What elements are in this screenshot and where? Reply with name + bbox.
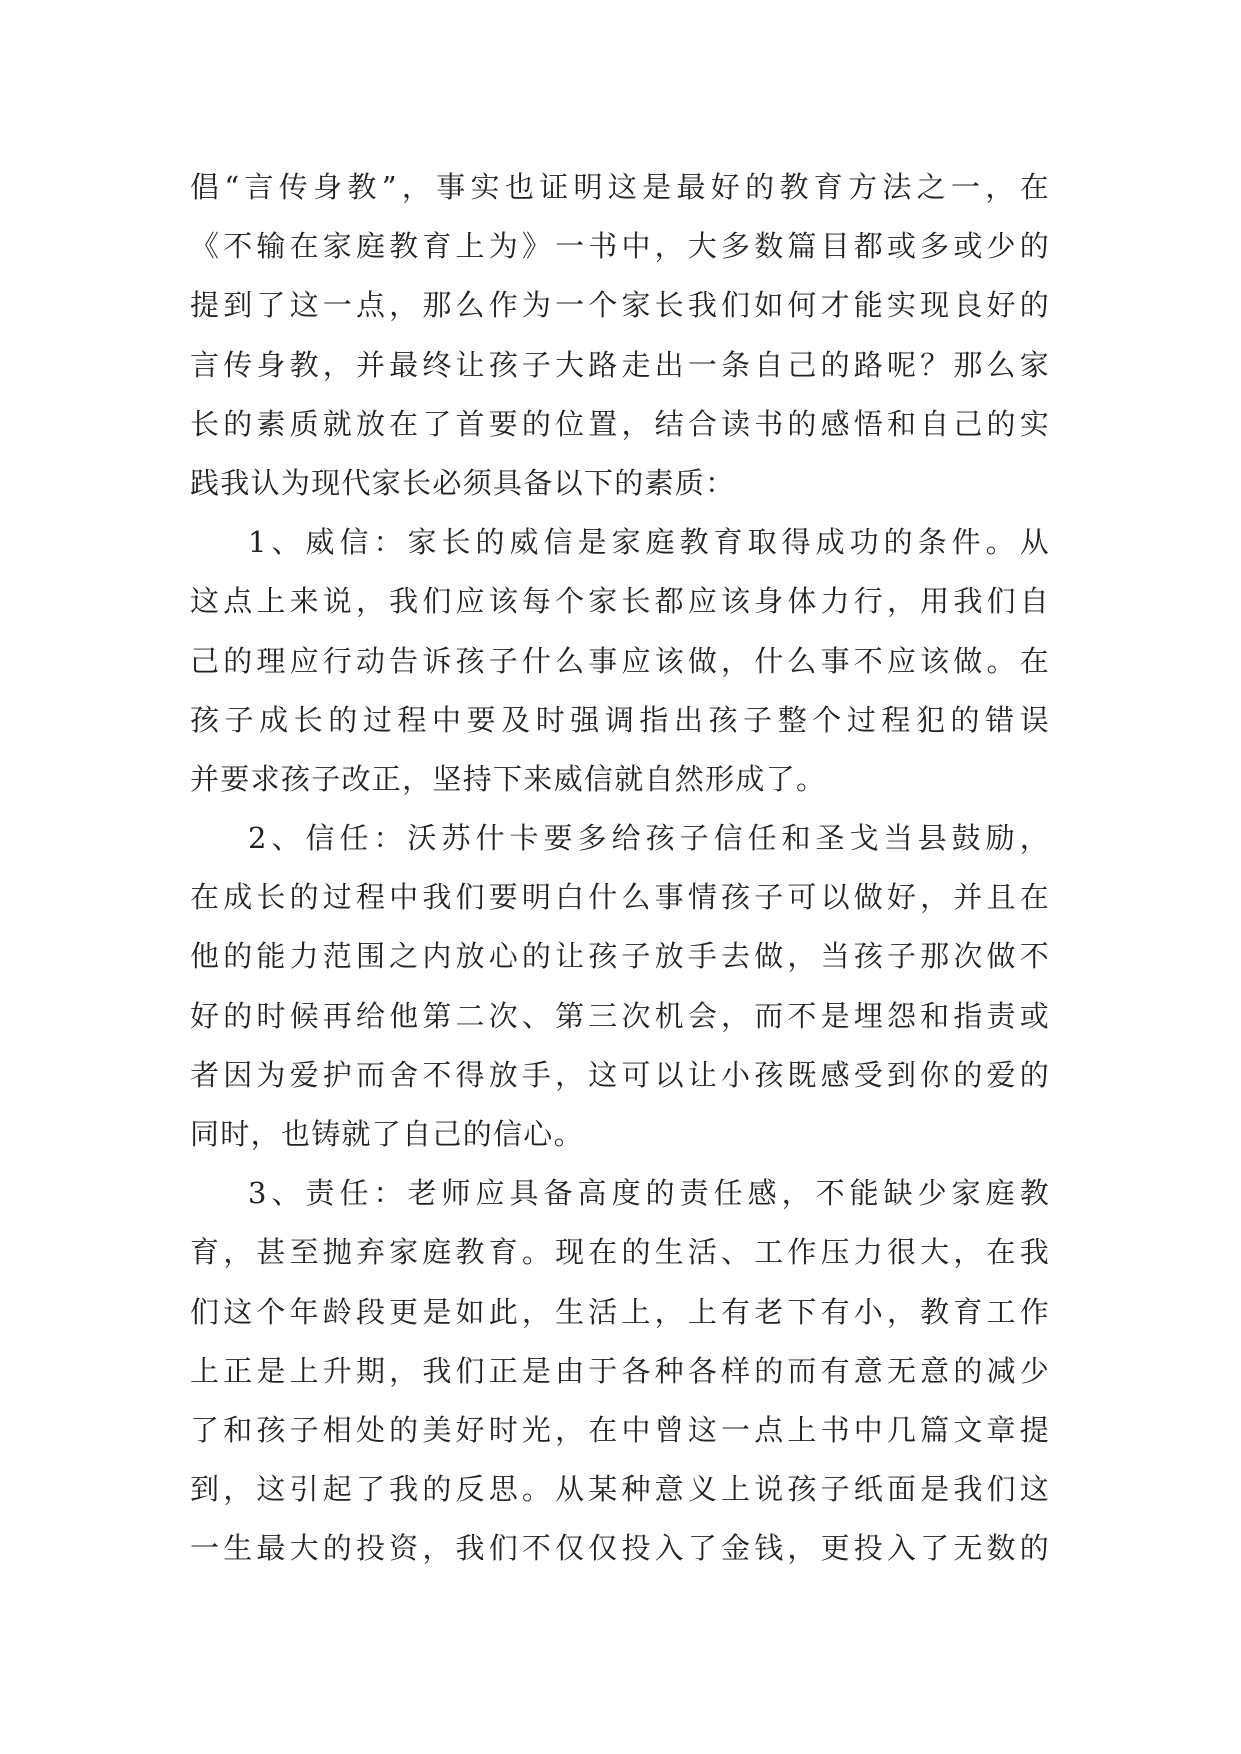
text-line: 同时，也铸就了自己的信心。 [190,1117,584,1151]
text-line: 并要求孩子改正，坚持下来威信就自然形成了。 [190,761,827,796]
text-line: 3、责任：老师应具备高度的责任感，不能缺少家庭教 [248,1176,1050,1211]
text-line: 育，甚至抛弃家庭教育。现在的生活、工作压力很大，在我 [190,1235,1050,1270]
paragraph-intro [190,158,1050,513]
text-line: 们这个年龄段更是如此，生活上，上有老下有小，教育工作 [190,1294,1050,1329]
text-line: 倡“言传身教”，事实也证明这是最好的教育方法之一，在 [190,170,1050,204]
text-line: 者因为爱护而舍不得放手，这可以让小孩既感受到你的爱的 [190,1057,1050,1092]
text-line: 1、威信：家长的威信是家庭教育取得成功的条件。从 [248,525,1050,560]
text-line: 言传身教，并最终让孩子大路走出一条自己的路呢？那么家 [190,347,1050,382]
text-line: 2、信任：沃苏什卡要多给孩子信任和圣戈当县鼓励， [248,821,1050,856]
document-body [190,158,1050,1579]
text-line: 在成长的过程中我们要明白什么事情孩子可以做好，并且在 [190,880,1050,915]
text-line: 长的素质就放在了首要的位置，结合读书的感悟和自己的实 [190,406,1050,441]
text-line: 他的能力范围之内放心的让孩子放手去做，当孩子那次做不 [190,939,1050,974]
text-line: 《不输在家庭教育上为》一书中，大多数篇目都或多或少的 [190,229,1050,264]
text-line: 孩子成长的过程中要及时强调指出孩子整个过程犯的错误 [190,702,1050,737]
text-line: 践我认为现代家长必须具备以下的素质： [190,465,736,500]
text-line: 好的时候再给他第二次、第三次机会，而不是埋怨和指责或 [190,998,1050,1033]
paragraph-trust [190,809,1050,1164]
text-line: 了和孩子相处的美好时光，在中曾这一点上书中几篇文章提 [190,1412,1050,1447]
text-line: 己的理应行动告诉孩子什么事应该做，什么事不应该做。在 [190,643,1050,678]
paragraph-authority [190,513,1050,809]
text-line: 这点上来说，我们应该每个家长都应该身体力行，用我们自 [190,584,1050,619]
text-line: 上正是上升期，我们正是由于各种各样的而有意无意的减少 [190,1353,1050,1388]
text-line: 提到了这一点，那么作为一个家长我们如何才能实现良好的 [190,288,1050,323]
paragraph-responsibility [190,1164,1050,1578]
text-line: 到，这引起了我的反思。从某种意义上说孩子纸面是我们这 [190,1472,1050,1507]
text-line: 一生最大的投资，我们不仅仅投入了金钱，更投入了无数的 [190,1531,1050,1566]
